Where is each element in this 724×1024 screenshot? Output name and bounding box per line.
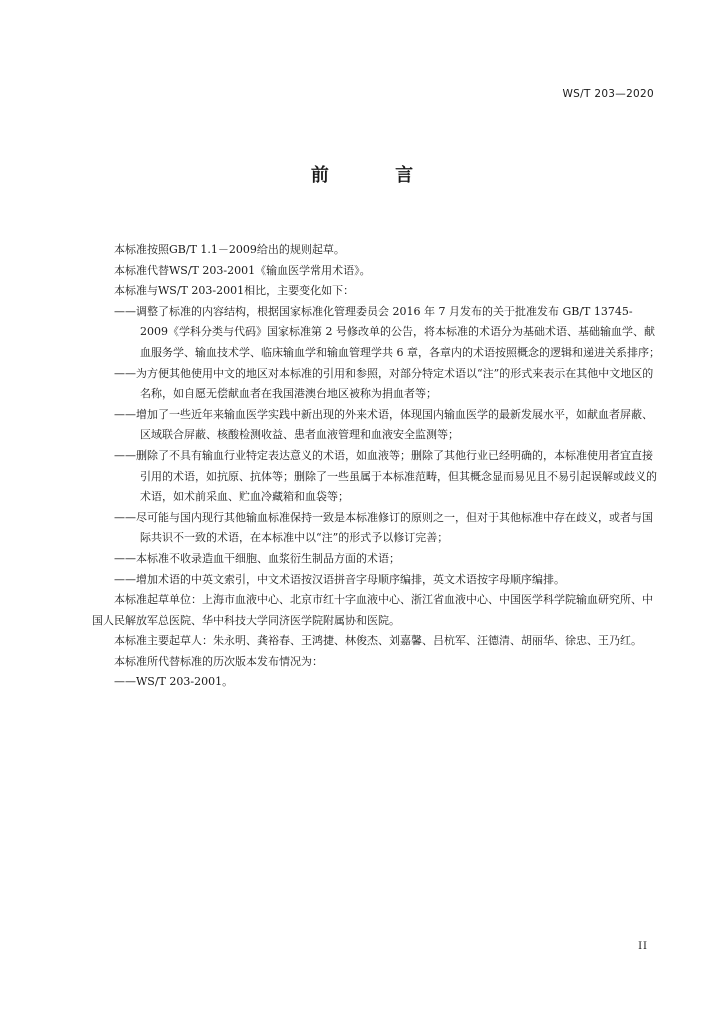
paragraph-changes-intro: 本标准与WS/T 203-2001相比，主要变化如下： — [114, 284, 355, 298]
foreword-body — [92, 240, 660, 693]
page-title: 前 言 — [310, 165, 444, 186]
history-item: ——WS/T 203-2001。 — [114, 675, 234, 689]
page-number: II — [638, 941, 648, 952]
paragraph-history-intro: 本标准所代替标准的历次版本发布情况为： — [114, 654, 323, 668]
change-item-excluded-terms: ——本标准不收录造血干细胞、血浆衍生制品方面的术语； — [114, 551, 400, 565]
change-item-added-terms: ——增加了一些近年来输血医学实践中新出现的外来术语，体现国内输血医学的最新发展水平，如献血者屏蔽、区域联合屏蔽、核酸检测收益、患者血液管理和血液安全监测等； — [114, 407, 653, 442]
change-item-index: ——增加术语的中英文索引，中文术语按汉语拼音字母顺序编排，英文术语按字母顺序编排。 — [114, 572, 565, 586]
paragraph-drafters: 本标准主要起草人：朱永明、龚裕春、王鸿捷、林俊杰、刘嘉馨、吕杭军、汪德清、胡丽华、徐忠、王乃红。 — [114, 634, 642, 648]
paragraph-drafting-rules: 本标准按照GB/T 1.1－2009给出的规则起草。 — [114, 243, 345, 256]
paragraph-drafting-units: 本标准起草单位：上海市血液中心、北京市红十字血液中心、浙江省血液中心、中国医学科学院输血研究所、中国人民解放军总医院、华中科技大学同济医学院附属协和医院。 — [92, 593, 653, 627]
paragraph-replaces: 本标准代替WS/T 203-2001《输血医学常用术语》。 — [114, 263, 371, 277]
change-item-deleted-terms: ——删除了不具有输血行业特定表达意义的术语，如血液等；删除了其他行业已经明确的，本标准使用者宜直接引用的术语，如抗原、抗体等；删除了一些虽属于本标准范畴，但其概念显而易见且不易引起误解或歧义的术语，如术前采血、贮血冷藏箱和血袋等； — [114, 448, 657, 504]
change-item-consistency: ——尽可能与国内现行其他输血标准保持一致是本标准修订的原则之一，但对于其他标准中存在歧义，或者与国际共识不一致的术语，在本标准中以“注”的形式予以修订完善； — [114, 510, 653, 545]
change-item-notes: ——为方便其他使用中文的地区对本标准的引用和参照，对部分特定术语以“注”的形式来表示在其他中文地区的名称，如自愿无偿献血者在我国港澳台地区被称为捐血者等； — [114, 366, 654, 401]
document-code: WS/T 203—2020 — [562, 88, 654, 100]
change-item-structure: ——调整了标准的内容结构，根据国家标准化管理委员会 2016 年 7 月发布的关于批准发布 GB/T 13745-2009《学科分类与代码》国家标准第 2 号修改单的公告，将本标准的术语分为基础术语、基础输血学、献血服务学、输血技术学、临床输血学和输血管理学共 6 章，各章内的术语按照概念的逻辑和递进关系排序； — [114, 304, 660, 359]
